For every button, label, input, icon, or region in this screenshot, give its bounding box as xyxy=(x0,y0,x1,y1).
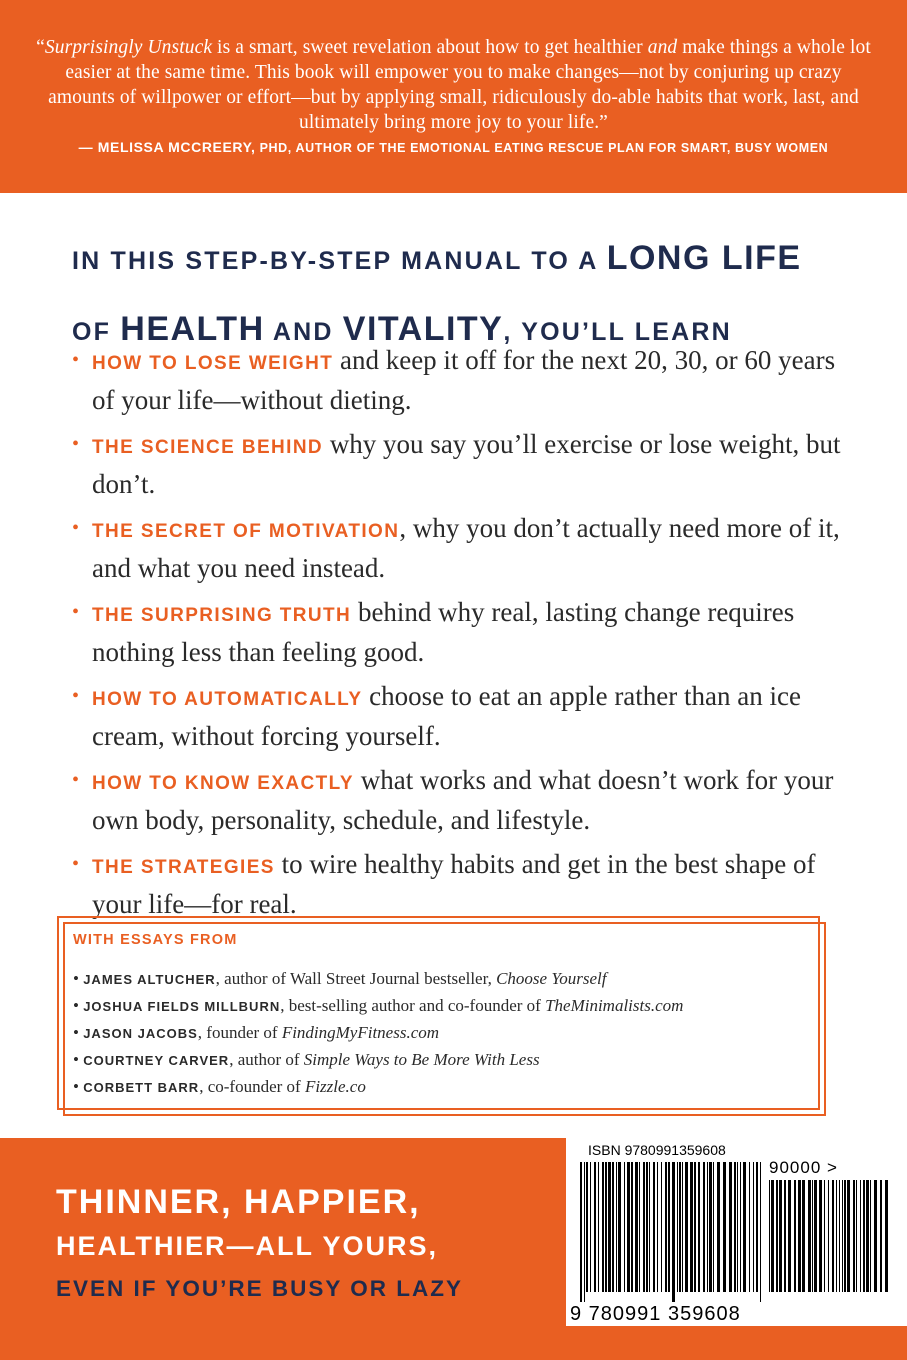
barcode-bar xyxy=(856,1180,857,1292)
barcode-bar xyxy=(779,1180,782,1292)
isbn-label: ISBN 9780991359608 xyxy=(588,1142,726,1158)
barcode-bar xyxy=(685,1162,688,1292)
barcode-bar xyxy=(784,1180,786,1292)
barcode-bar xyxy=(880,1180,882,1292)
barcode-bar xyxy=(737,1162,738,1292)
essays-box xyxy=(57,916,820,1110)
list-item: • HOW TO KNOW EXACTLY what works and what doesn’t work for your own body, personality, schedule, and lifestyle. xyxy=(72,762,852,838)
bullet-dot-icon: • xyxy=(72,685,80,707)
barcode-bar xyxy=(743,1162,746,1292)
price-code: 90000 > xyxy=(769,1158,838,1177)
barcode-bar xyxy=(709,1162,712,1292)
barcode-bar xyxy=(740,1162,741,1292)
section-headline: IN THIS STEP-BY-STEP MANUAL TO A LONG LIFE OF HEALTH AND VITALITY, YOU’LL LEARN xyxy=(72,239,802,348)
barcode-bar xyxy=(616,1162,617,1292)
barcode-bar xyxy=(756,1162,758,1292)
barcode-bar xyxy=(707,1162,708,1292)
barcode-bar xyxy=(713,1162,714,1292)
barcode-bar xyxy=(723,1162,726,1292)
barcode-bar xyxy=(853,1180,855,1292)
barcode-bar xyxy=(643,1162,645,1292)
barcode-bar xyxy=(863,1180,865,1292)
barcode-bar xyxy=(832,1180,834,1292)
barcode-bar xyxy=(870,1180,871,1292)
barcode-bar xyxy=(627,1162,630,1292)
barcode-bar xyxy=(594,1162,596,1292)
barcode-bar xyxy=(635,1162,638,1292)
barcode-icon xyxy=(580,1162,766,1302)
list-item: • THE SECRET OF MOTIVATION, why you don’t actually need more of it, and what you need instead. xyxy=(72,510,852,586)
bullet-dot-icon: • xyxy=(72,349,80,371)
barcode-bar xyxy=(717,1162,720,1292)
barcode-bar xyxy=(631,1162,633,1292)
barcode-panel xyxy=(566,1138,907,1326)
benefits-list xyxy=(72,342,852,930)
tagline-line-3: EVEN IF YOU’RE BUSY OR LAZY xyxy=(56,1276,463,1301)
isbn-digits: 9 780991 359608 xyxy=(570,1303,741,1325)
barcode-bar xyxy=(665,1162,667,1292)
barcode-bar xyxy=(814,1180,817,1292)
barcode-bar xyxy=(794,1180,796,1292)
barcode-bar xyxy=(734,1162,736,1292)
tagline-line-1: THINNER, HAPPIER, xyxy=(56,1183,421,1221)
barcode-bar xyxy=(598,1162,599,1292)
barcode-bar xyxy=(749,1162,750,1292)
barcode-bar xyxy=(584,1162,585,1302)
barcode-bar xyxy=(769,1180,770,1292)
bullet-dot-icon: • xyxy=(72,769,80,791)
barcode-bar xyxy=(682,1162,683,1292)
tagline-line-2: HEALTHIER—ALL YOURS, xyxy=(56,1231,439,1261)
list-item: • HOW TO LOSE WEIGHT and keep it off for the next 20, 30, or 60 years of your life—without dieting. xyxy=(72,342,852,418)
barcode-bar xyxy=(771,1180,774,1292)
list-item: • THE SURPRISING TRUTH behind why real, lasting change requires nothing less than feeling good. xyxy=(72,594,852,670)
list-item: • THE STRATEGIES to wire healthy habits and get in the best shape of your life—for real. xyxy=(72,846,852,922)
barcode-bar xyxy=(661,1162,662,1292)
barcode-bar xyxy=(839,1180,840,1292)
barcode-bar xyxy=(586,1162,588,1292)
barcode-bar xyxy=(580,1162,582,1302)
barcode-bar xyxy=(679,1162,681,1292)
barcode-bar xyxy=(618,1162,621,1292)
barcode-bar xyxy=(612,1162,614,1292)
essay-item: • JASON JACOBS, founder of FindingMyFitness.com xyxy=(73,1023,440,1042)
essay-item: • JOSHUA FIELDS MILLBURN, best-selling author and co-founder of TheMinimalists.com xyxy=(73,996,684,1015)
essay-item: • JAMES ALTUCHER, author of Wall Street Journal bestseller, Choose Yourself xyxy=(73,969,607,988)
barcode-bar xyxy=(672,1162,675,1302)
barcode-bar xyxy=(844,1180,846,1292)
barcode-bar xyxy=(653,1162,655,1292)
barcode-bar xyxy=(698,1162,700,1292)
book-title-italic: Surprisingly Unstuck xyxy=(44,37,213,58)
barcode-bar xyxy=(819,1180,822,1292)
barcode-bar xyxy=(874,1180,877,1292)
barcode-bar xyxy=(828,1180,829,1292)
endorsement-attribution: — MELISSA MCCREERY, PHD, AUTHOR OF THE EMOTIONAL EATING RESCUE PLAN FOR SMART, BUSY WOMEN xyxy=(78,139,829,155)
addon-barcode-icon xyxy=(769,1180,889,1302)
barcode-bar xyxy=(729,1162,732,1292)
barcode-bar xyxy=(776,1180,778,1292)
barcode-bar xyxy=(624,1162,625,1292)
barcode-bar xyxy=(860,1180,861,1292)
bullet-dot-icon: • xyxy=(72,853,80,875)
barcode-bar xyxy=(866,1180,869,1292)
barcode-bar xyxy=(753,1162,754,1292)
essays-heading: WITH ESSAYS FROM xyxy=(73,932,238,948)
barcode-bar xyxy=(824,1180,825,1292)
barcode-bar xyxy=(808,1180,811,1292)
essay-item: • CORBETT BARR, co-founder of Fizzle.co xyxy=(73,1077,366,1096)
essay-item: • COURTNEY CARVER, author of Simple Ways to Be More With Less xyxy=(73,1050,540,1069)
essays-list xyxy=(73,966,683,1101)
barcode-bar xyxy=(605,1162,607,1292)
barcode-bar xyxy=(812,1180,813,1292)
barcode-bar xyxy=(690,1162,693,1292)
barcode-bar xyxy=(836,1180,837,1292)
barcode-bar xyxy=(649,1162,650,1292)
barcode-bar xyxy=(842,1180,843,1292)
bullet-dot-icon: • xyxy=(72,433,80,455)
barcode-bar xyxy=(639,1162,640,1292)
barcode-bar xyxy=(668,1162,670,1292)
barcode-bar xyxy=(847,1180,850,1292)
list-item: • THE SCIENCE BEHIND why you say you’ll exercise or lose weight, but don’t. xyxy=(72,426,852,502)
bullet-dot-icon: • xyxy=(72,517,80,539)
barcode-bar xyxy=(694,1162,696,1292)
barcode-bar xyxy=(602,1162,604,1292)
tagline xyxy=(56,1178,463,1312)
barcode-bar xyxy=(802,1180,805,1292)
barcode-bar xyxy=(677,1162,678,1292)
endorsement-band xyxy=(0,0,907,193)
barcode-bar xyxy=(788,1180,791,1292)
barcode-bar xyxy=(798,1180,801,1292)
barcode-bar xyxy=(703,1162,705,1292)
endorsement-quote: “Surprisingly Unstuck is a smart, sweet revelation about how to get healthier and make things a whole lot easier at the same time. This book will empower you to make changes—not by conjuring up crazy amounts of willpower or effort—but by applying small, ridiculously do-able habits that work, last, and ultimately bring more joy to your life.” xyxy=(36,37,871,133)
bullet-dot-icon: • xyxy=(72,601,80,623)
list-item: • HOW TO AUTOMATICALLY choose to eat an apple rather than an ice cream, without forcing yourself. xyxy=(72,678,852,754)
barcode-bar xyxy=(608,1162,611,1292)
barcode-bar xyxy=(590,1162,591,1292)
barcode-bar xyxy=(885,1180,888,1292)
barcode-bar xyxy=(760,1162,761,1302)
barcode-bar xyxy=(646,1162,648,1292)
barcode-bar xyxy=(657,1162,658,1292)
